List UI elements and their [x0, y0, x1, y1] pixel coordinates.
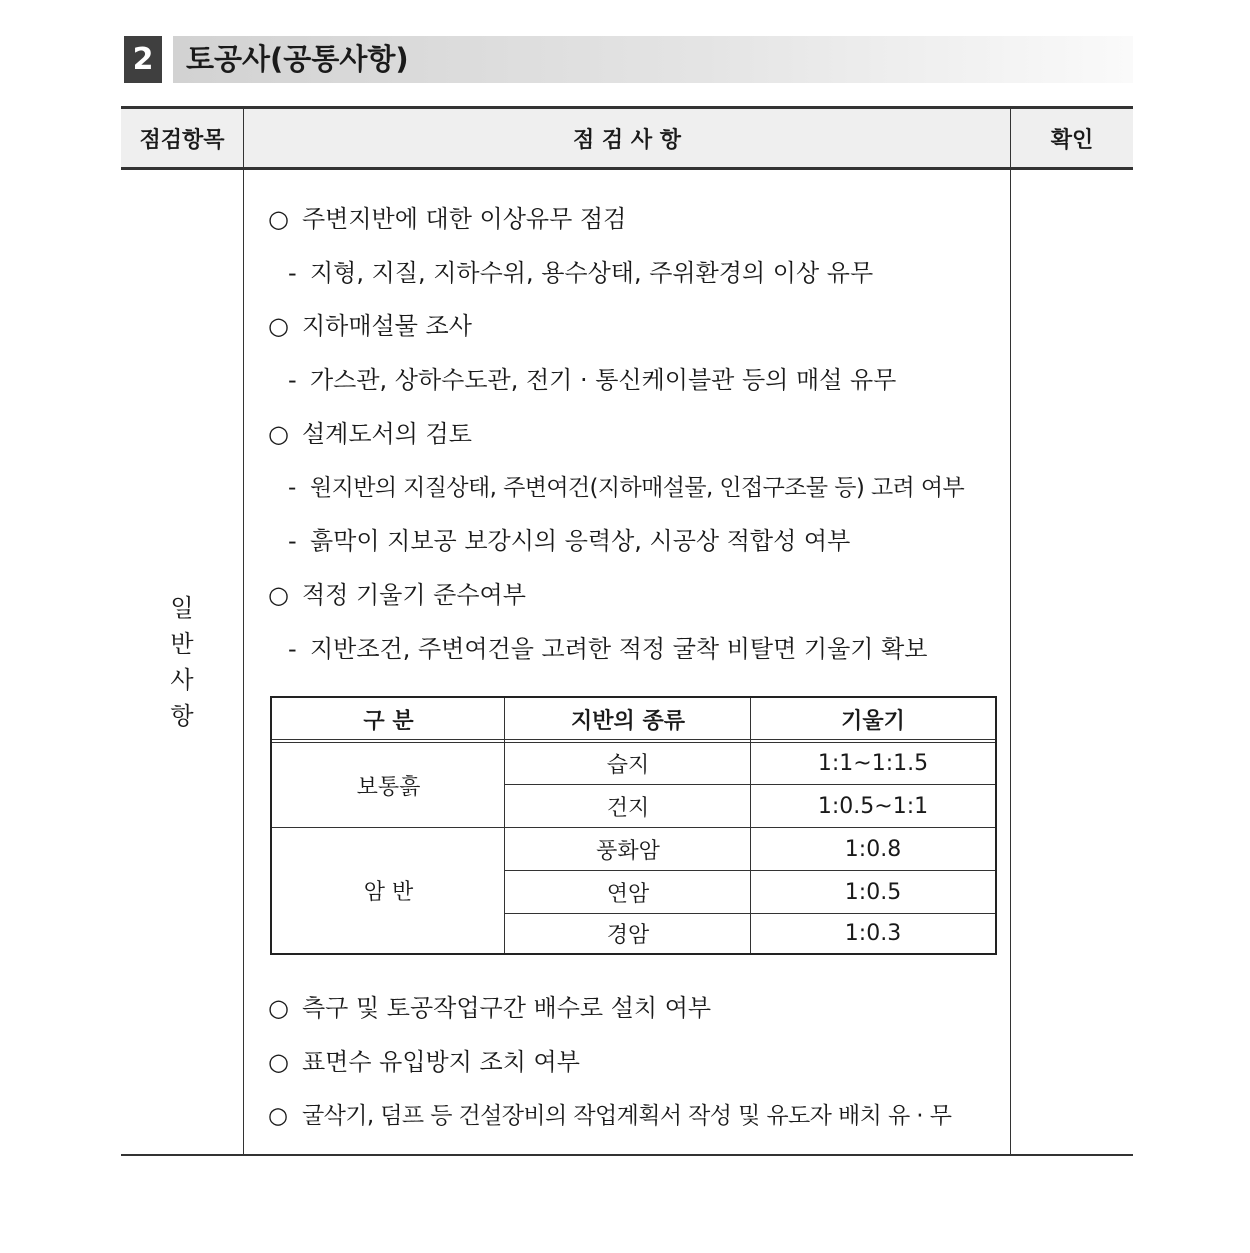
- check-line: [268, 578, 526, 612]
- table-bottom-border: [121, 1154, 1133, 1156]
- slope-cell-type: 풍화암: [596, 839, 660, 864]
- circle-bullet-icon: ○: [268, 581, 289, 609]
- category-char: 일: [170, 594, 194, 622]
- check-line: [288, 632, 927, 666]
- slope-header-slope: 기울기: [841, 708, 905, 734]
- check-line: [268, 202, 626, 236]
- dash-bullet-icon: -: [288, 527, 297, 555]
- slope-cell-value: 1:0.8: [844, 837, 902, 862]
- circle-bullet-icon: ○: [268, 205, 289, 233]
- slope-header-type: 지반의 종류: [571, 708, 685, 734]
- category-label: [121, 590, 243, 734]
- slope-row-rule: [272, 827, 995, 828]
- check-line: [288, 256, 873, 290]
- slope-cell-value: 1:1~1:1.5: [817, 751, 929, 776]
- slope-column-rule: [504, 698, 505, 953]
- check-text: 지형, 지질, 지하수위, 용수상태, 주위환경의 이상 유무: [310, 259, 874, 287]
- check-text: 굴삭기, 덤프 등 건설장비의 작업계획서 작성 및 유도자 배치 유 · 무: [302, 1103, 952, 1129]
- slope-column-rule: [750, 698, 751, 953]
- check-text: 흙막이 지보공 보강시의 응력상, 시공상 적합성 여부: [310, 527, 851, 555]
- check-line: [268, 309, 472, 343]
- category-char: 항: [170, 702, 194, 730]
- slope-header-rule: [272, 739, 995, 740]
- dash-bullet-icon: -: [288, 366, 297, 394]
- slope-group-rock: 암 반: [363, 880, 414, 905]
- section-title: 토공사(공통사항): [186, 42, 409, 76]
- slope-cell-value: 1:0.5~1:1: [817, 794, 929, 819]
- check-text: 주변지반에 대한 이상유무 점검: [302, 205, 627, 233]
- header-item: 점검항목: [139, 127, 225, 153]
- slope-cell-type: 연암: [606, 882, 650, 907]
- check-text: 지반조건, 주변여건을 고려한 적정 굴착 비탈면 기울기 확보: [310, 635, 928, 663]
- slope-cell-type: 경암: [606, 923, 650, 948]
- circle-bullet-icon: ○: [268, 1103, 288, 1129]
- slope-row-rule: [505, 870, 995, 871]
- slope-row-rule: [505, 913, 995, 914]
- slope-header-category: 구 분: [363, 708, 414, 734]
- circle-bullet-icon: ○: [268, 994, 289, 1022]
- check-text: 가스관, 상하수도관, 전기 · 통신케이블관 등의 매설 유무: [310, 366, 897, 394]
- check-line: [268, 991, 711, 1025]
- check-text: 지하매설물 조사: [302, 312, 472, 340]
- slope-group-soil: 보통흙: [356, 774, 421, 800]
- slope-header-rule: [272, 742, 995, 743]
- check-text: 적정 기울기 준수여부: [302, 581, 526, 609]
- dash-bullet-icon: -: [288, 259, 297, 287]
- check-line: [288, 363, 896, 397]
- circle-bullet-icon: ○: [268, 420, 289, 448]
- slope-table: [270, 696, 997, 955]
- check-line: [268, 1045, 580, 1079]
- column-divider-left: [243, 108, 244, 1155]
- check-line: [268, 1099, 951, 1133]
- check-text: 설계도서의 검토: [302, 420, 472, 448]
- check-text: 측구 및 토공작업구간 배수로 설치 여부: [302, 994, 712, 1022]
- check-line: [288, 471, 964, 505]
- check-line: [288, 524, 850, 558]
- header-confirm: 확인: [1050, 127, 1094, 153]
- check-text: 표면수 유입방지 조치 여부: [302, 1048, 580, 1076]
- dash-bullet-icon: -: [288, 475, 296, 501]
- category-char: 사: [170, 666, 194, 694]
- header-details: 점 검 사 항: [573, 127, 681, 153]
- check-text: 원지반의 지질상태, 주변여건(지하매설물, 인접구조물 등) 고려 여부: [310, 475, 965, 501]
- circle-bullet-icon: ○: [268, 1048, 289, 1076]
- slope-cell-value: 1:0.5: [844, 880, 902, 905]
- section-number: 2: [124, 36, 162, 83]
- column-divider-right: [1010, 108, 1011, 1155]
- dash-bullet-icon: -: [288, 635, 297, 663]
- category-char: 반: [170, 630, 194, 658]
- slope-cell-type: 건지: [606, 796, 650, 821]
- slope-cell-value: 1:0.3: [844, 921, 902, 946]
- slope-cell-type: 습지: [606, 753, 650, 778]
- check-line: [268, 417, 472, 451]
- slope-row-rule: [505, 784, 995, 785]
- circle-bullet-icon: ○: [268, 312, 289, 340]
